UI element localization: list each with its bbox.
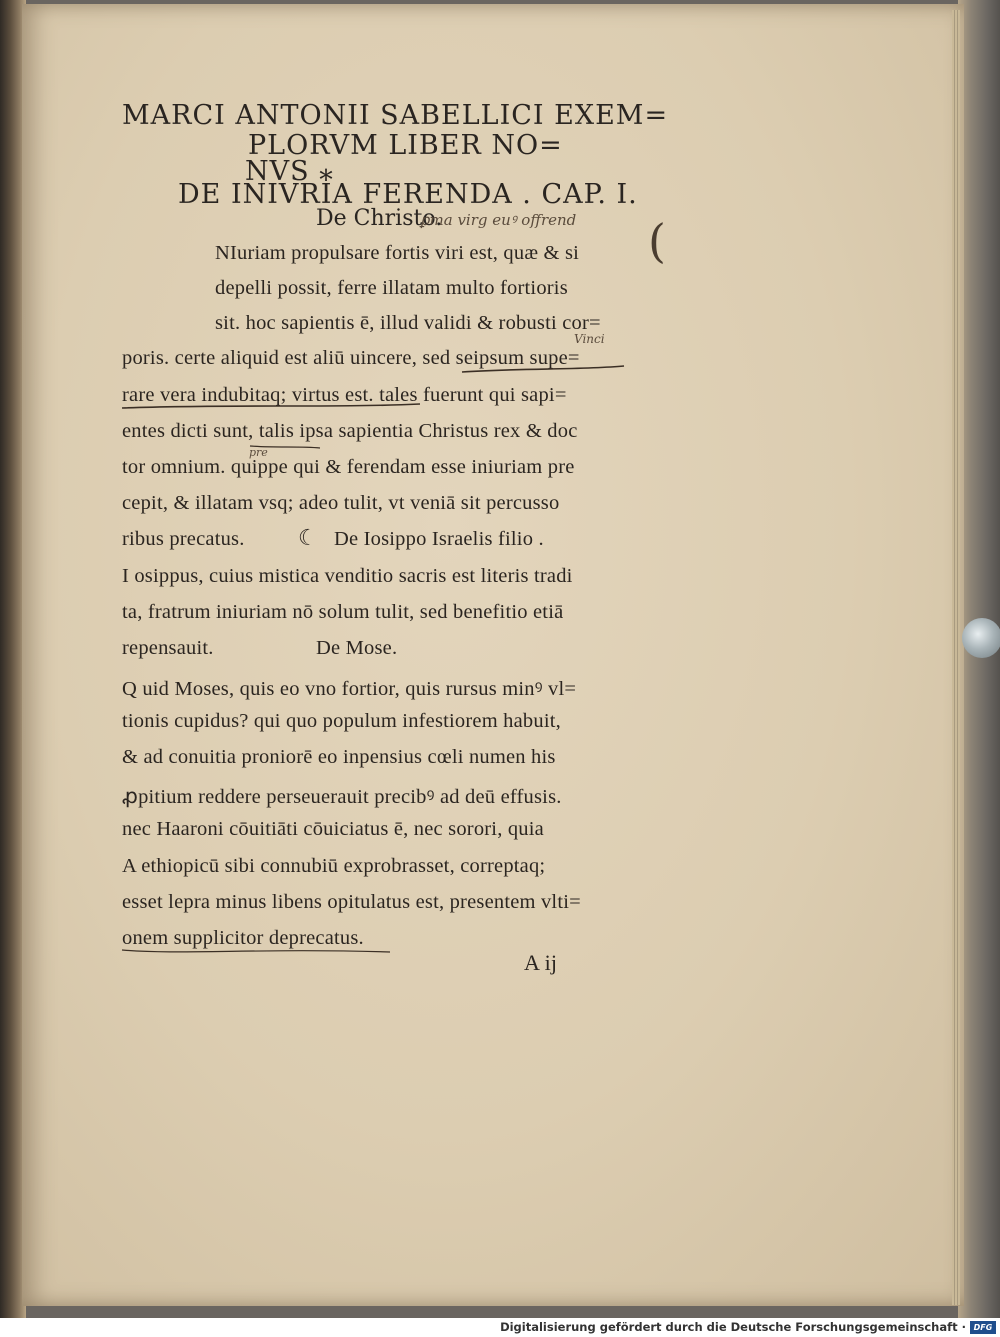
chapter-title: DE INIVRIA FERENDA . CAP. I. xyxy=(178,179,638,210)
text-line: tor omnium. quippe qui & ferendam esse iniuriam pre xyxy=(122,456,575,478)
text-line: esset lepra minus libens opitulatus est, presentem vlti= xyxy=(122,891,581,913)
interlinear-note-2: pre xyxy=(249,446,268,459)
text-line: sit. hoc sapientis ē, illud validi & robusti cor= xyxy=(215,312,601,334)
text-line: Q uid Moses, quis eo vno fortior, quis rursus minꝰ vl= xyxy=(122,678,577,700)
text-line: I osippus, cuius mistica venditio sacris est literis tradi xyxy=(122,565,573,587)
section-title-christo: De Christo. xyxy=(316,206,443,231)
title-line-2: PLORVM LIBER NO= xyxy=(248,130,563,161)
text-line: poris. certe aliquid est aliū uincere, sed seipsum supe= xyxy=(122,347,580,369)
section-title-iosippo: De Iosippo Israelis filio . xyxy=(334,528,544,550)
text-line: A ethiopicū sibi connubiū exprobrasset, correptaq; xyxy=(122,855,546,877)
text-line: & ad conuitia proniorē eo inpensius cœli numen his xyxy=(122,746,556,768)
title-line-1: MARCI ANTONII SABELLICI EXEM= xyxy=(122,100,669,131)
text-line: repensauit. xyxy=(122,637,214,659)
text-line: onem supplicitor deprecatus. xyxy=(122,927,364,949)
signature-mark: A ij xyxy=(524,950,558,975)
text-line: cepit, & illatam vsq; adeo tulit, vt veniā sit percusso xyxy=(122,492,560,514)
text-line: entes dicti sunt, talis ipsa sapientia Christus rex & doc xyxy=(122,420,578,442)
interlinear-note-1: Vinci xyxy=(574,332,605,346)
text-line: tionis cupidus? qui quo populum infestiorem habuit, xyxy=(122,710,561,732)
page-edges xyxy=(952,10,960,1305)
margin-note: ꝑma virg euꝰ offrend xyxy=(420,211,577,229)
scan-right-edge xyxy=(958,0,1000,1318)
pilcrow-mark: ☾ xyxy=(298,526,318,551)
dfg-logo: DFG xyxy=(970,1321,996,1334)
text-line: ꝓpitium reddere perseuerauit precibꝰ ad deū effusis. xyxy=(122,786,562,808)
text-line: NIuriam propulsare fortis viri est, quæ & si xyxy=(215,242,580,264)
text-line: rare vera indubitaq; virtus est. tales fuerunt qui sapi= xyxy=(122,384,567,406)
footer-credit: Digitalisierung gefördert durch die Deutsche Forschungsgemeinschaft · xyxy=(500,1320,966,1334)
section-title-mose: De Mose. xyxy=(316,637,398,659)
page-marker-tab xyxy=(962,618,1000,658)
text-line: nec Haaroni cōuitiāti cōuiciatus ē, nec sorori, quia xyxy=(122,818,544,840)
text-line: ribus precatus. xyxy=(122,528,245,550)
margin-bracket: ( xyxy=(648,214,666,268)
title-line-3: NVS ⁎ xyxy=(245,156,334,187)
text-line: depelli possit, ferre illatam multo fortioris xyxy=(215,277,568,299)
text-line: ta, fratrum iniuriam nō solum tulit, sed benefitio etiā xyxy=(122,601,564,623)
footer-bar xyxy=(0,1318,1000,1337)
